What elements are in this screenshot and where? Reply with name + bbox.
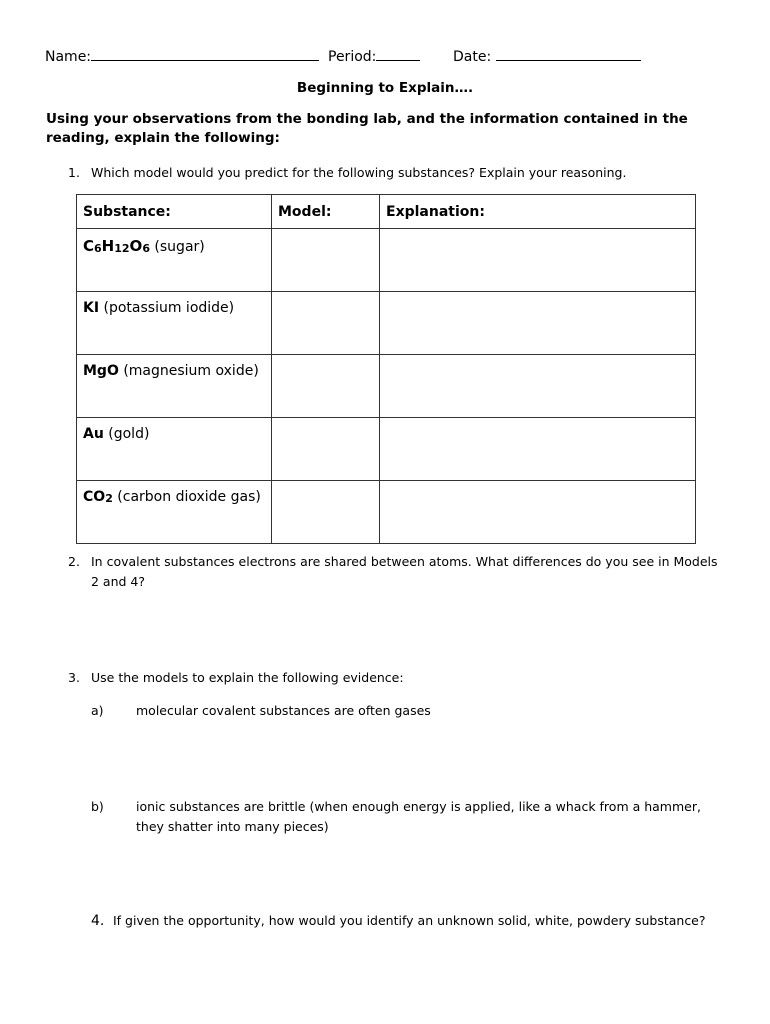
formula: Au (83, 426, 104, 442)
question-1-number: 1. (68, 165, 80, 180)
question-4-text: If given the opportunity, how would you identify an unknown solid, white, powdery substance? (113, 913, 706, 928)
substance-cell (77, 418, 272, 481)
explanation-cell[interactable] (380, 355, 696, 418)
question-2-number: 2. (68, 554, 80, 569)
question-3b-label: b) (91, 799, 104, 814)
table-row (77, 355, 696, 418)
substance-table (76, 194, 696, 544)
header-model: Model: (272, 195, 380, 229)
table-row (77, 481, 696, 544)
explanation-cell[interactable] (380, 229, 696, 292)
formula: $C_6H_{12}O_6$ (83, 237, 150, 255)
substance-name: (gold) (108, 426, 150, 442)
model-cell[interactable] (272, 481, 380, 544)
header-substance: Substance: (77, 195, 272, 229)
instructions: Using your observations from the bonding lab, and the information contained in the reading, explain the following: (46, 111, 688, 146)
substance-name: (magnesium oxide) (123, 363, 259, 379)
explanation-cell[interactable] (380, 481, 696, 544)
question-2-line-1: In covalent substances electrons are shared between atoms. What differences do you see in Models (91, 554, 718, 569)
question-3-number: 3. (68, 670, 80, 685)
question-3b-line-2: they shatter into many pieces) (136, 819, 329, 834)
header-explanation: Explanation: (380, 195, 696, 229)
table-header-row (77, 195, 696, 229)
period-label: Period: (328, 49, 377, 65)
question-1-text: Which model would you predict for the following substances? Explain your reasoning. (91, 165, 627, 180)
question-3a-text: molecular covalent substances are often gases (136, 703, 431, 718)
question-3-text: Use the models to explain the following evidence: (91, 670, 404, 685)
period-field[interactable] (328, 46, 420, 65)
explanation-cell[interactable] (380, 292, 696, 355)
period-blank[interactable] (376, 46, 420, 61)
model-cell[interactable] (272, 292, 380, 355)
substance-cell (77, 292, 272, 355)
name-label: Name: (45, 49, 92, 65)
formula: MgO (83, 363, 119, 379)
question-3b-line-1: ionic substances are brittle (when enough energy is applied, like a whack from a hammer, (136, 799, 701, 814)
substance-cell (77, 355, 272, 418)
table-row (77, 229, 696, 292)
question-4-number: 4. (91, 913, 105, 929)
formula: $CO_2$ (83, 489, 113, 505)
name-field[interactable] (45, 46, 319, 65)
substance-name: (potassium iodide) (103, 300, 235, 316)
substance-cell (77, 481, 272, 544)
model-cell[interactable] (272, 229, 380, 292)
date-field[interactable] (453, 46, 641, 65)
table-row (77, 418, 696, 481)
page-title: Beginning to Explain…. (296, 80, 474, 96)
formula: KI (83, 300, 100, 316)
question-2-line-2: 2 and 4? (91, 574, 146, 589)
model-cell[interactable] (272, 355, 380, 418)
explanation-cell[interactable] (380, 418, 696, 481)
table-row (77, 292, 696, 355)
model-cell[interactable] (272, 418, 380, 481)
substance-name: (sugar) (154, 239, 205, 255)
question-3a-label: a) (91, 703, 104, 718)
date-blank[interactable] (496, 46, 641, 61)
date-label: Date: (453, 49, 492, 65)
substance-name: (carbon dioxide gas) (117, 489, 261, 505)
substance-cell (77, 229, 272, 292)
name-blank[interactable] (91, 46, 319, 61)
